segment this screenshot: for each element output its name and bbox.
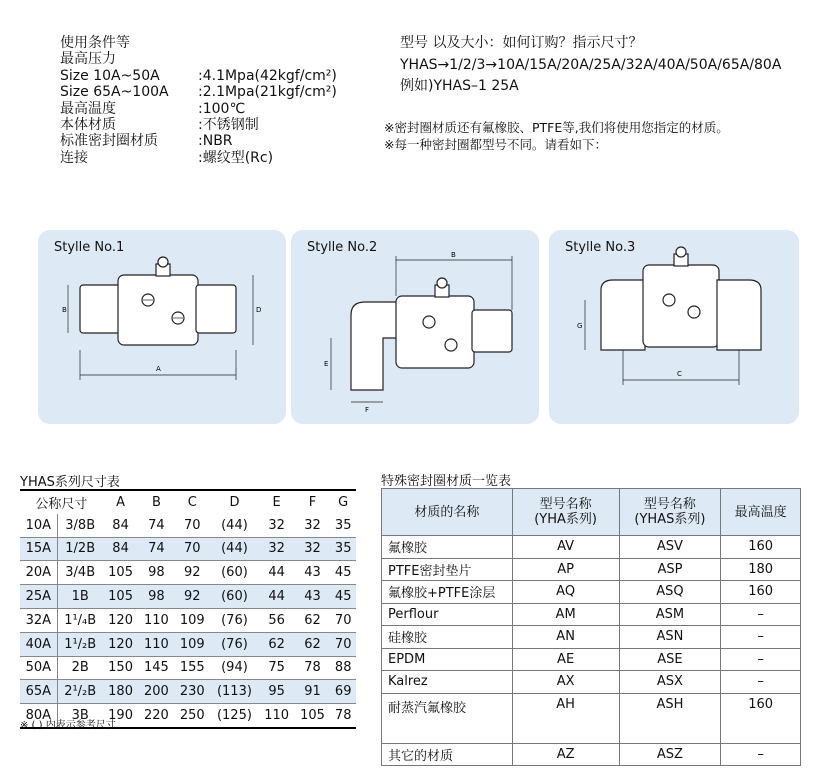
size-table-cell: 150 <box>103 656 139 680</box>
size-table-cell: 62 <box>295 632 331 656</box>
style-title-1: Stylle No.1 <box>54 240 125 255</box>
dim-label-b2: B <box>451 251 456 259</box>
size-table-cell: 32 <box>259 514 295 537</box>
size-table-cell: 1¹/₄B <box>57 608 102 632</box>
size-table-cell: (113) <box>210 680 258 704</box>
notes <box>384 119 729 153</box>
style-title-3: Stylle No.3 <box>565 240 636 255</box>
size-table-cell: 200 <box>139 680 175 704</box>
style-1-drawing <box>38 230 286 424</box>
seal-table-cell: AX <box>512 671 619 694</box>
size-table-cell: 70 <box>330 608 356 632</box>
size-table-cell: 98 <box>139 585 175 609</box>
size-table-cell: (76) <box>210 608 258 632</box>
spec-key: 连接 <box>60 149 88 166</box>
seal-table-row <box>382 648 801 671</box>
seal-table-cell: ASX <box>619 671 721 694</box>
size-table-header: 公称尺寸 <box>20 490 103 514</box>
style-panel-2 <box>291 230 539 424</box>
size-table-cell: 15A <box>20 537 57 561</box>
spec-key: 标准密封圈材质 <box>60 133 158 150</box>
spec-list <box>60 35 337 166</box>
size-table-cell: 74 <box>139 537 175 561</box>
size-table-cell: 65A <box>20 680 57 704</box>
spec-row <box>60 150 337 166</box>
seal-table-cell: AV <box>512 536 619 559</box>
size-table-cell: 84 <box>103 537 139 561</box>
size-table-cell: 32 <box>295 537 331 561</box>
seal-table-row <box>382 536 801 559</box>
seal-table-row <box>382 603 801 626</box>
size-table-row <box>20 514 356 537</box>
spec-value: :不锈钢制 <box>198 117 259 134</box>
seal-table-cell: ASN <box>619 626 721 649</box>
size-table-cell: 3/8B <box>57 514 102 537</box>
seal-table-header: 最高温度 <box>721 489 801 536</box>
size-table-cell: 1/2B <box>57 537 102 561</box>
size-table-cell: 70 <box>330 632 356 656</box>
dim-label-a: A <box>156 365 161 373</box>
size-table-cell: 110 <box>259 704 295 728</box>
seal-table-cell: – <box>721 671 801 694</box>
seal-table-cell: ASE <box>619 648 721 671</box>
seal-table-cell: 160 <box>721 536 801 559</box>
size-table-cell: 120 <box>103 608 139 632</box>
size-table-cell: 180 <box>103 680 139 704</box>
size-table-cell: 2¹/₂B <box>57 680 102 704</box>
style-2-drawing <box>291 230 539 424</box>
spec-row <box>60 101 337 117</box>
order-heading: 型号 以及大小：如何订购？指示尺寸？ <box>400 35 643 51</box>
spec-value: :螺纹型(Rc) <box>198 149 274 166</box>
seal-table-cell: 氟橡胶 <box>382 536 513 559</box>
size-table-cell: 3/4B <box>57 561 102 585</box>
size-table-cell: 32 <box>259 537 295 561</box>
seal-table-cell: ASM <box>619 603 721 626</box>
dim-label-e: E <box>324 360 329 368</box>
size-table-cell: (44) <box>210 537 258 561</box>
size-table-row <box>20 561 356 585</box>
size-table-cell: 45 <box>330 585 356 609</box>
style-panel-1 <box>38 230 286 424</box>
seal-table-cell: AZ <box>512 743 619 766</box>
note-2: ※每一种密封圈都型号不同。请看如下： <box>384 137 607 152</box>
style-panel-3 <box>549 230 799 424</box>
size-table-row <box>20 656 356 680</box>
seal-table-cell: AQ <box>512 581 619 604</box>
size-table-cell: 25A <box>20 585 57 609</box>
spec-row <box>60 35 337 51</box>
size-table-row <box>20 632 356 656</box>
size-table-cell: (60) <box>210 561 258 585</box>
size-table <box>20 489 356 729</box>
size-table-cell: 44 <box>259 585 295 609</box>
spec-key: 使用条件等 <box>60 35 130 51</box>
seal-table-row <box>382 743 801 766</box>
dim-label-f: F <box>365 406 370 414</box>
size-table-cell: 110 <box>139 632 175 656</box>
size-table-cell: 32 <box>295 514 331 537</box>
size-table-cell: 230 <box>174 680 210 704</box>
seal-table-cell: 160 <box>721 581 801 604</box>
size-table-footnote: ※ ( ) 内表示参考尺寸 <box>20 720 116 731</box>
size-table-cell: (76) <box>210 632 258 656</box>
seal-table-header: 型号名称 (YHAS系列) <box>619 489 721 536</box>
dim-label-c: C <box>677 370 682 378</box>
seal-table-cell: AE <box>512 648 619 671</box>
seal-table-cell: – <box>721 743 801 766</box>
size-table-cell: 80A <box>20 704 57 728</box>
note-1: ※密封圈材质还有氟橡胶、PTFE等,我们将使用您指定的材质。 <box>384 120 729 135</box>
order-example: 例如)YHAS–1 25A <box>400 78 519 94</box>
size-table-cell: 250 <box>174 704 210 728</box>
size-table-header: G <box>330 490 356 514</box>
seal-table-cell: AH <box>512 693 619 743</box>
size-table-cell: 43 <box>295 561 331 585</box>
size-table-cell: 56 <box>259 608 295 632</box>
size-table-cell: 105 <box>103 561 139 585</box>
size-table-cell: 70 <box>174 537 210 561</box>
dim-label-b: B <box>62 306 67 314</box>
seal-table-header: 型号名称 (YHA系列) <box>512 489 619 536</box>
size-table-cell: 98 <box>139 561 175 585</box>
size-table-header: B <box>139 490 175 514</box>
seal-table-cell: 氟橡胶+PTFE涂层 <box>382 581 513 604</box>
spec-value: :NBR <box>198 133 233 150</box>
size-table-header: F <box>295 490 331 514</box>
size-table-cell: (125) <box>210 704 258 728</box>
spec-row <box>60 117 337 133</box>
size-table-cell: 120 <box>103 632 139 656</box>
seal-table-cell: ASH <box>619 693 721 743</box>
seal-table-cell: 硅橡胶 <box>382 626 513 649</box>
seal-table-row <box>382 693 801 743</box>
size-table-cell: 88 <box>330 656 356 680</box>
size-table-header: E <box>259 490 295 514</box>
size-table-cell: 95 <box>259 680 295 704</box>
size-table-cell: 1B <box>57 585 102 609</box>
size-table-cell: 62 <box>295 608 331 632</box>
size-table-title: YHAS系列尺寸表 <box>20 475 120 490</box>
dim-label-g: G <box>577 322 583 330</box>
seal-table-cell: 160 <box>721 693 801 743</box>
size-table-cell: 1¹/₂B <box>57 632 102 656</box>
spec-value: :100℃ <box>198 100 246 117</box>
size-table-cell: 20A <box>20 561 57 585</box>
size-table-cell: 145 <box>139 656 175 680</box>
size-table-cell: 3B <box>57 704 102 728</box>
size-table-cell: (94) <box>210 656 258 680</box>
size-table-cell: 78 <box>330 704 356 728</box>
size-table-cell: 43 <box>295 585 331 609</box>
size-table-header: D <box>210 490 258 514</box>
size-table-cell: 109 <box>174 632 210 656</box>
spec-key: 最高温度 <box>60 100 116 117</box>
seal-table-cell: Kalrez <box>382 671 513 694</box>
seal-table-row <box>382 671 801 694</box>
size-table-cell: 45 <box>330 561 356 585</box>
spec-row <box>60 51 337 67</box>
spec-row <box>60 68 337 84</box>
spec-key: Size 65A~100A <box>60 84 169 101</box>
order-info <box>400 34 781 95</box>
size-table-cell: 75 <box>259 656 295 680</box>
spec-key: 最高压力 <box>60 51 116 68</box>
seal-table-row <box>382 581 801 604</box>
model-sequence: YHAS→1/2/3→10A/15A/20A/25A/32A/40A/50A/65A/80A <box>400 57 782 73</box>
seal-table-cell: ASP <box>619 558 721 581</box>
seal-table-cell: AN <box>512 626 619 649</box>
size-table-header: A <box>103 490 139 514</box>
spec-key: 本体材质 <box>60 117 116 134</box>
spec-value: :2.1Mpa(21kgf/cm²) <box>198 84 337 101</box>
seal-table-cell: EPDM <box>382 648 513 671</box>
size-table-cell: 35 <box>330 514 356 537</box>
spec-value: :4.1Mpa(42kgf/cm²) <box>198 67 337 84</box>
seal-table-cell: ASV <box>619 536 721 559</box>
size-table-cell: 110 <box>139 608 175 632</box>
size-table-cell: 69 <box>330 680 356 704</box>
seal-table-cell: ASQ <box>619 581 721 604</box>
seal-table-cell: ASZ <box>619 743 721 766</box>
size-table-cell: (44) <box>210 514 258 537</box>
size-table-row <box>20 585 356 609</box>
seal-table-cell: 180 <box>721 558 801 581</box>
size-table-cell: 109 <box>174 608 210 632</box>
seal-table-cell: AP <box>512 558 619 581</box>
seal-table-cell: – <box>721 626 801 649</box>
seal-table-cell: PTFE密封垫片 <box>382 558 513 581</box>
size-table-cell: 70 <box>174 514 210 537</box>
size-table-cell: 84 <box>103 514 139 537</box>
size-table-row <box>20 537 356 561</box>
size-table-cell: 40A <box>20 632 57 656</box>
size-table-cell: 10A <box>20 514 57 537</box>
size-table-cell: 91 <box>295 680 331 704</box>
seal-table-title: 特殊密封圈材质一览表 <box>381 474 512 489</box>
size-table-cell: 220 <box>139 704 175 728</box>
spec-row <box>60 133 337 149</box>
spec-key: Size 10A~50A <box>60 67 160 84</box>
size-table-cell: 190 <box>103 704 139 728</box>
seal-table-cell: Perflour <box>382 603 513 626</box>
seal-table-row <box>382 558 801 581</box>
seal-table-row <box>382 626 801 649</box>
seal-table-cell: AM <box>512 603 619 626</box>
size-table-cell: 2B <box>57 656 102 680</box>
style-title-2: Stylle No.2 <box>307 240 378 255</box>
size-table-cell: 74 <box>139 514 175 537</box>
size-table-cell: 44 <box>259 561 295 585</box>
size-table-cell: 92 <box>174 585 210 609</box>
style-3-drawing <box>549 230 799 424</box>
size-table-cell: 32A <box>20 608 57 632</box>
size-table-cell: 105 <box>295 704 331 728</box>
seal-table-header: 材质的名称 <box>382 489 513 536</box>
size-table-row <box>20 680 356 704</box>
size-table-header: C <box>174 490 210 514</box>
seal-table-cell: 耐蒸汽氟橡胶 <box>382 693 513 743</box>
size-table-cell: 92 <box>174 561 210 585</box>
size-table-cell: (60) <box>210 585 258 609</box>
size-table-cell: 50A <box>20 656 57 680</box>
seal-table-cell: – <box>721 648 801 671</box>
dim-label-d: D <box>256 306 262 314</box>
spec-row <box>60 84 337 100</box>
size-table-row <box>20 608 356 632</box>
size-table-cell: 105 <box>103 585 139 609</box>
size-table-cell: 35 <box>330 537 356 561</box>
seal-table-cell: – <box>721 603 801 626</box>
size-table-cell: 78 <box>295 656 331 680</box>
size-table-cell: 62 <box>259 632 295 656</box>
size-table-cell: 155 <box>174 656 210 680</box>
seal-table <box>381 488 801 766</box>
seal-table-cell: 其它的材质 <box>382 743 513 766</box>
